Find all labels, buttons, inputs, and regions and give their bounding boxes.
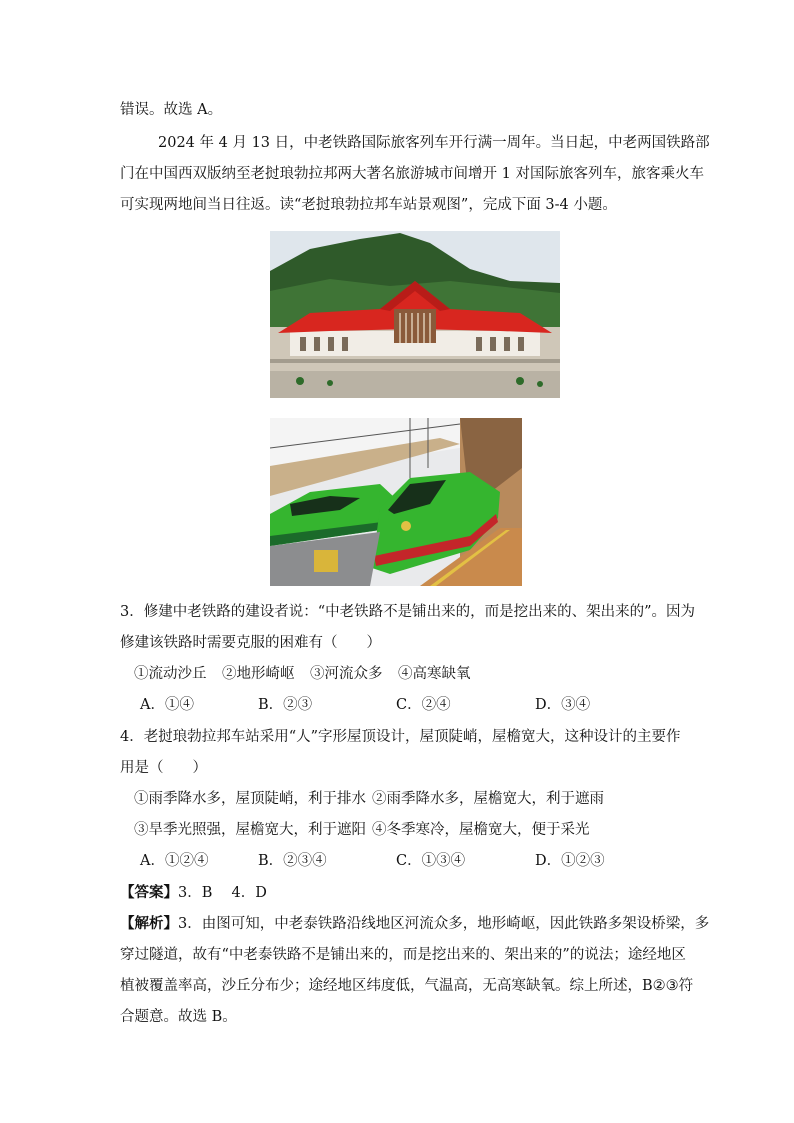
q4-items-row-2 [134,820,590,840]
analysis-line-1 [120,914,709,934]
analysis-line-4: 合题意。故选 B。 [120,1009,237,1025]
q4-item: ①雨季降水多，屋顶陡峭，利于排水 [134,791,366,807]
q4-stem-line-1: 4．老挝琅勃拉邦车站采用“人”字形屋顶设计，屋顶陡峭，屋檐宽大，这种设计的主要作 [120,729,681,745]
q3-choice-d: D．③④ [535,697,591,713]
q3-choice-a: A．①④ [140,697,194,713]
q3-item: ②地形崎岖 [222,666,295,682]
q4-items-row-1 [134,789,604,809]
analysis-label: 【解析】 [120,915,178,932]
passage-line-1: 2024 年 4 月 13 日，中老铁路国际旅客列车开行满一周年。当日起，中老两国铁路部 [158,135,710,151]
q4-choice-c: C．①③④ [396,853,466,869]
q3-choice-b: B．②③ [258,697,313,713]
q4-item: ③旱季光照强，屋檐宽大，利于遮阳 [134,822,366,838]
answer-line [120,883,267,903]
passage-line-2: 门在中国西双版纳至老挝琅勃拉邦两大著名旅游城市间增开 1 对国际旅客列车，旅客乘火车 [120,166,704,182]
q3-item: ③河流众多 [310,666,383,682]
q3-choices [140,695,590,715]
q4-choice-a: A．①②④ [140,853,209,869]
analysis-line-2: 穿过隧道，故有“中老泰铁路不是铺出来的，而是挖出来的、架出来的”的说法；途经地区 [120,947,686,963]
analysis-line-3: 植被覆盖率高，沙丘分布少；途经地区纬度低，气温高，无高寒缺氧。综上所述，B②③符 [120,978,694,994]
q4-choice-d: D．①②③ [535,853,605,869]
q3-item: ④高寒缺氧 [398,666,471,682]
q3-item: ①流动沙丘 [134,666,207,682]
q4-item: ④冬季寒冷，屋檐宽大，便于采光 [372,822,590,838]
analysis-text-1: 3．由图可知，中老泰铁路沿线地区河流众多，地形崎岖，因此铁路多架设桥梁，多 [178,916,710,932]
q4-choice-b: B．②③④ [258,853,327,869]
q3-stem-line-1: 3．修建中老铁路的建设者说：“中老铁路不是铺出来的，而是挖出来的、架出来的”。因为 [120,604,696,620]
q3-items [134,664,471,684]
q4-stem-line-2: 用是（ ） [120,760,207,776]
station-photo [270,231,560,398]
q4-choices [140,851,605,871]
passage-line-3: 可实现两地间当日往返。读“老挝琅勃拉邦车站景观图”，完成下面 3-4 小题。 [120,197,617,213]
q4-item: ②雨季降水多，屋檐宽大，利于遮雨 [372,791,604,807]
answer-label: 【答案】 [120,884,178,901]
answer-text: 3．B 4．D [178,885,267,901]
q3-choice-c: C．②④ [396,697,451,713]
train-photo [270,418,522,586]
intro-line: 错误。故选 A。 [120,102,223,118]
q3-stem-line-2: 修建该铁路时需要克服的困难有（ ） [120,635,381,651]
